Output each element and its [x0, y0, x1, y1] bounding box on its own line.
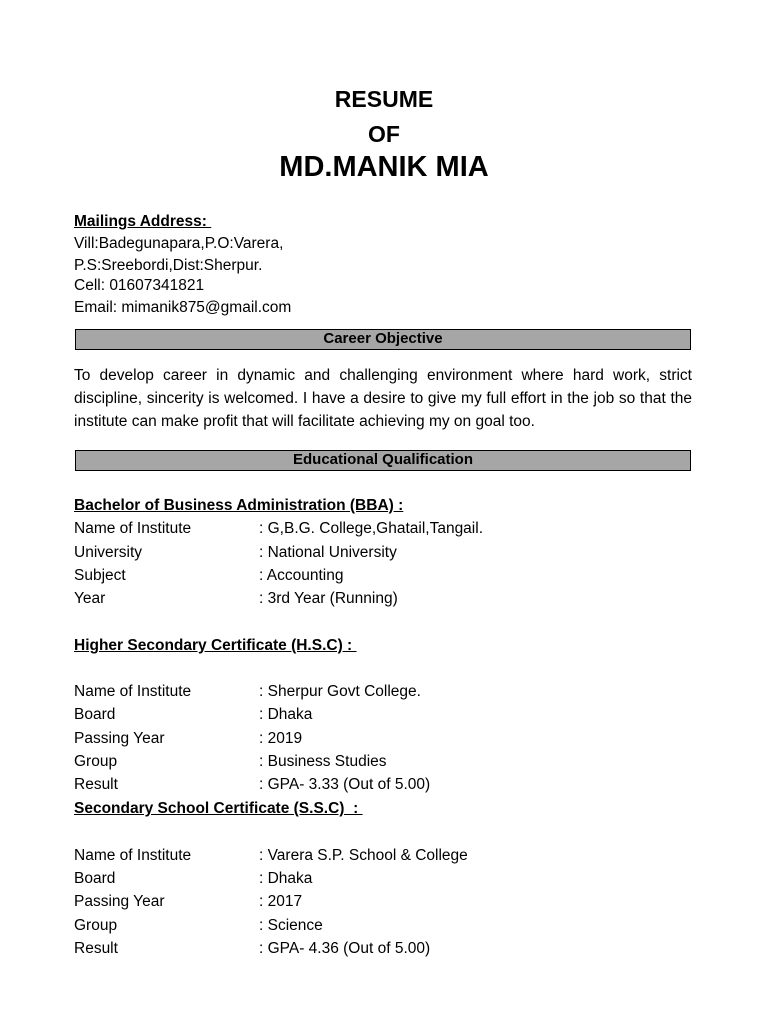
row-value: : Dhaka	[259, 706, 313, 723]
ssc-row	[74, 916, 694, 936]
ssc-row	[74, 869, 694, 889]
hsc-row	[74, 682, 694, 702]
row-value: : G,B.G. College,Ghatail,Tangail.	[259, 520, 484, 537]
row-label: Group	[74, 753, 118, 770]
ssc-row	[74, 846, 694, 866]
email-address: Email: mimanik875@gmail.com	[74, 299, 292, 316]
address-line-2: P.S:Sreebordi,Dist:Sherpur.	[74, 257, 263, 274]
row-value: : Sherpur Govt College.	[259, 683, 421, 700]
candidate-name: MD.MANIK MIA	[279, 151, 489, 183]
row-label: Name of Institute	[74, 520, 192, 537]
row-value: : GPA- 3.33 (Out of 5.00)	[259, 776, 431, 793]
row-label: Name of Institute	[74, 683, 192, 700]
bba-heading: Bachelor of Business Administration (BBA) :	[74, 497, 404, 514]
address-line-1: Vill:Badegunapara,P.O:Varera,	[74, 235, 284, 252]
hsc-row	[74, 729, 694, 749]
mailing-heading: Mailings Address:	[74, 213, 212, 230]
row-value: : Science	[259, 917, 323, 934]
career-objective-heading: Career Objective	[75, 329, 691, 350]
row-label: Board	[74, 706, 116, 723]
row-value: : Varera S.P. School & College	[259, 847, 468, 864]
hsc-row	[74, 775, 694, 795]
row-label: Subject	[74, 567, 126, 584]
career-objective-text: To develop career in dynamic and challenging environment where hard work, strict discipline, sincerity is welcomed. I have a desire to give my full effort in the job so that the institute can make profit that will facilitate achieving my on goal too.	[74, 367, 692, 430]
resume-title: RESUME	[334, 86, 434, 112]
bba-row	[74, 519, 694, 539]
ssc-heading: Secondary School Certificate (S.S.C) :	[74, 800, 363, 817]
hsc-heading: Higher Secondary Certificate (H.S.C) :	[74, 637, 357, 654]
ssc-row	[74, 892, 694, 912]
row-value: : GPA- 4.36 (Out of 5.00)	[259, 940, 431, 957]
row-label: Result	[74, 776, 118, 793]
row-value: : 2019	[259, 730, 303, 747]
row-value: : National University	[259, 544, 397, 561]
cell-number: Cell: 01607341821	[74, 277, 205, 294]
row-label: Name of Institute	[74, 847, 192, 864]
row-label: Year	[74, 590, 106, 607]
row-label: Board	[74, 870, 116, 887]
education-heading: Educational Qualification	[75, 450, 691, 471]
row-value: : 2017	[259, 893, 303, 910]
hsc-row	[74, 705, 694, 725]
row-value: : 3rd Year (Running)	[259, 590, 398, 607]
row-label: Passing Year	[74, 730, 165, 747]
bba-row	[74, 589, 694, 609]
bba-row	[74, 543, 694, 563]
bba-row	[74, 566, 694, 586]
row-value: : Business Studies	[259, 753, 387, 770]
row-label: Group	[74, 917, 118, 934]
row-label: Passing Year	[74, 893, 165, 910]
row-value: : Dhaka	[259, 870, 313, 887]
row-value: : Accounting	[259, 567, 344, 584]
resume-of: OF	[368, 121, 400, 147]
row-label: Result	[74, 940, 118, 957]
hsc-row	[74, 752, 694, 772]
row-label: University	[74, 544, 143, 561]
ssc-row	[74, 939, 694, 959]
